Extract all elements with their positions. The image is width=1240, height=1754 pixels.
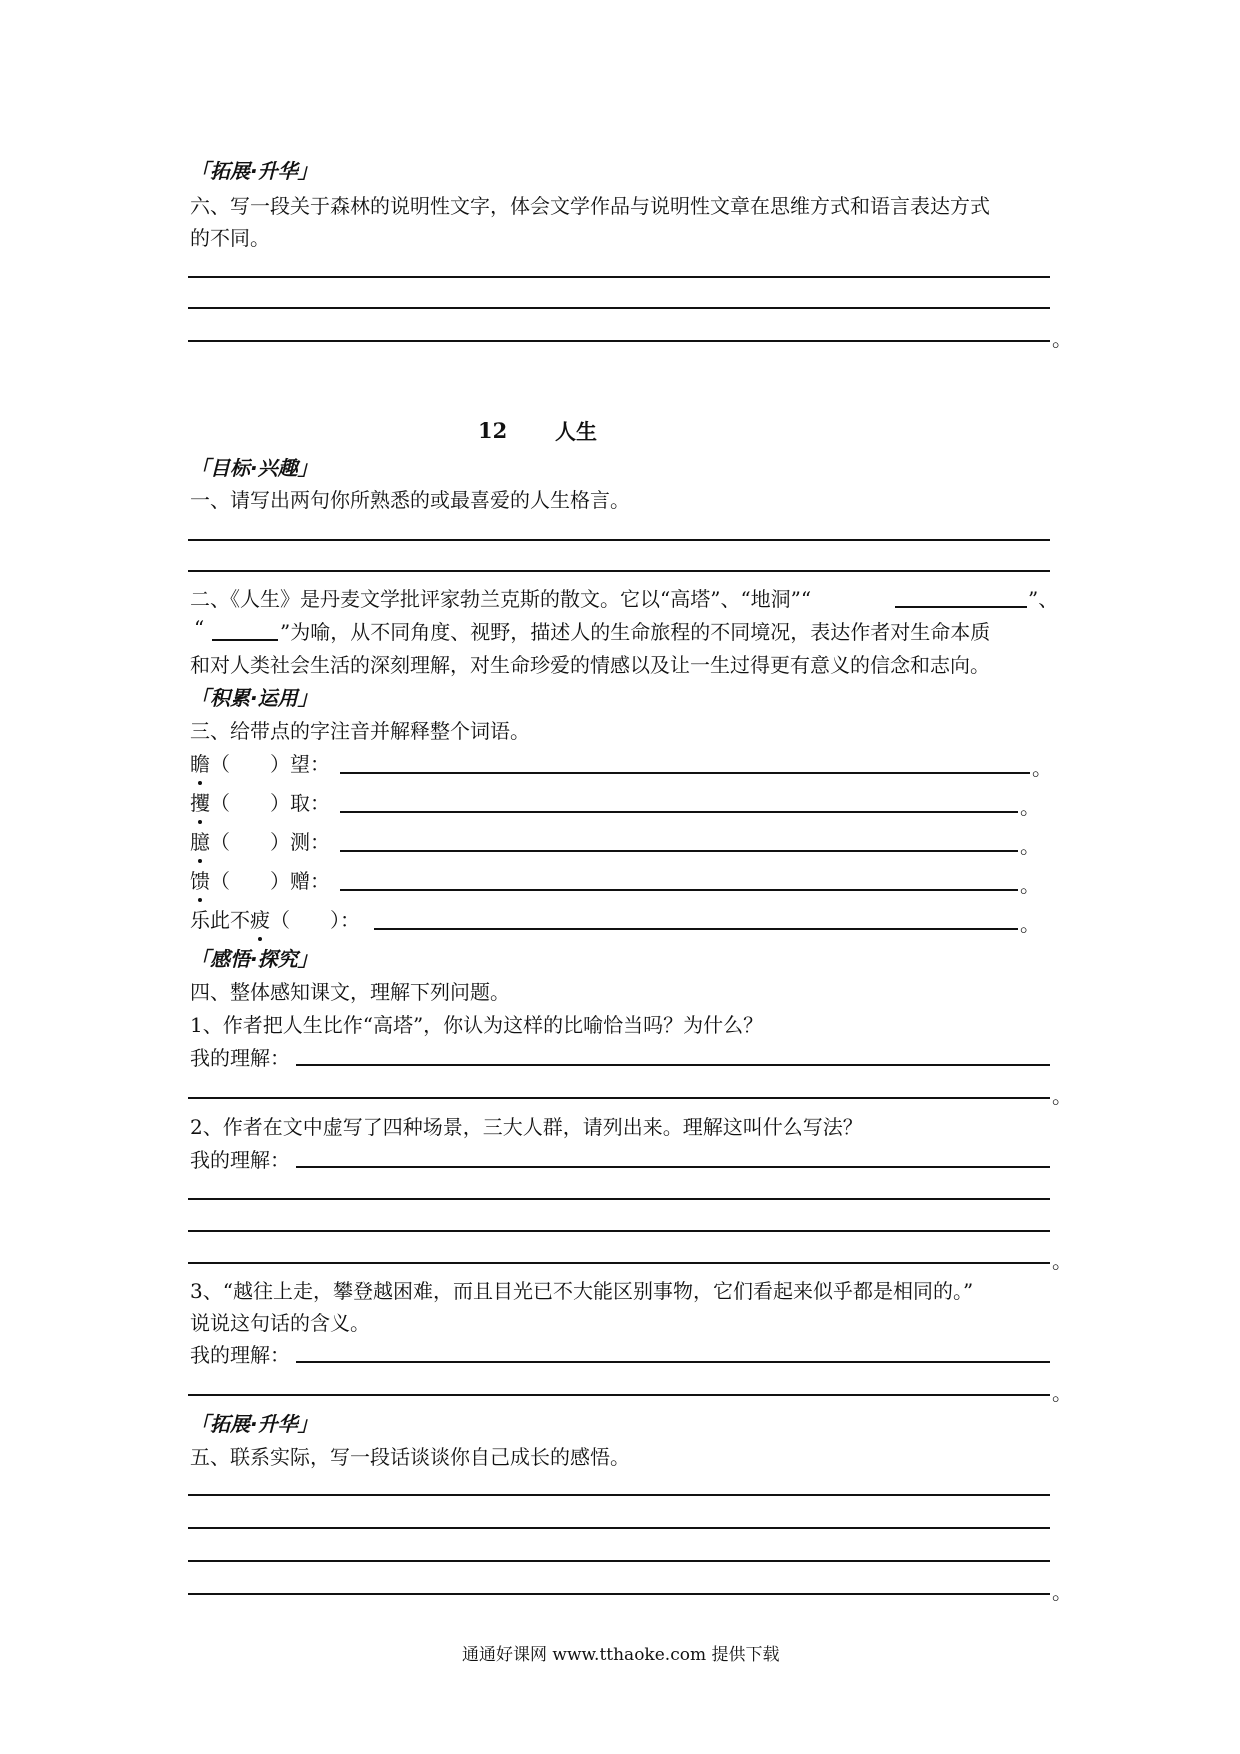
question-2-quote-open: “ [194,616,205,640]
vocab-item-1 [190,748,330,777]
fill-blank-1[interactable] [895,606,1027,608]
vocab-item-rest: （ ）取： [210,791,330,815]
answer-line[interactable] [188,1593,1050,1595]
page-footer: 通通好课网 www.tthaoke.com 提供下载 [462,1645,780,1665]
vocab-item-3 [190,826,330,855]
answer-line[interactable] [340,811,1018,813]
question-1: 一、请写出两句你所熟悉的或最喜爱的人生格言。 [190,488,630,512]
end-mark: 。 [1052,1249,1072,1273]
answer-line[interactable] [340,772,1030,774]
question-4: 四、整体感知课文，理解下列问题。 [190,980,510,1004]
section-header-extend-bottom: 「拓展·升华」 [190,1412,318,1436]
question-2-line3: 和对人类社会生活的深刻理解，对生命珍爱的情感以及让一生过得更有意义的信念和志向。 [190,653,990,677]
answer-label: 我的理解： [190,1046,290,1070]
answer-line[interactable] [188,1198,1050,1200]
answer-line[interactable] [188,570,1050,572]
vocab-item-rest: （ ）： [270,908,360,932]
answer-line[interactable] [188,539,1050,541]
section-header-accumulate: 「积累·运用」 [190,686,318,710]
end-mark: 。 [1052,327,1072,351]
sub-question-3-line1: 3、“越往上走，攀登越困难，而且目光已不大能区别事物，它们看起来似乎都是相同的。” [190,1279,974,1303]
answer-label: 我的理解： [190,1343,290,1367]
end-mark: 。 [1052,1580,1072,1604]
fill-blank-2[interactable] [212,639,278,641]
dotted-char: 馈 [190,865,210,894]
answer-line[interactable] [188,340,1050,342]
answer-line[interactable] [340,850,1018,852]
dotted-char: 臆 [190,826,210,855]
answer-line[interactable] [188,1394,1050,1396]
answer-line[interactable] [188,1494,1050,1496]
end-mark: 。 [1020,912,1040,936]
vocab-item-2 [190,787,330,816]
question-2-line1: 二、《人生》是丹麦文学批评家勃兰克斯的散文。它以“高塔”、“地洞”“ [190,587,812,611]
answer-line[interactable] [296,1064,1050,1066]
question-6-line1: 六、写一段关于森林的说明性文字，体会文学作品与说明性文章在思维方式和语言表达方式 [190,194,990,218]
question-6-line2: 的不同。 [190,226,270,250]
question-3: 三、给带点的字注音并解释整个词语。 [190,719,530,743]
end-mark: 。 [1052,1381,1072,1405]
section-header-goal: 「目标·兴趣」 [190,456,318,480]
end-mark: 。 [1032,756,1052,780]
vocab-item-rest: （ ）望： [210,752,330,776]
end-mark: 。 [1020,873,1040,897]
question-2-line2: ”为喻，从不同角度、视野，描述人的生命旅程的不同境况，表达作者对生命本质 [280,620,991,644]
answer-line[interactable] [340,889,1018,891]
answer-line[interactable] [188,1527,1050,1529]
section-header-extend-top: 「拓展·升华」 [190,159,318,183]
vocab-item-rest: （ ）测： [210,830,330,854]
answer-line[interactable] [296,1361,1050,1363]
answer-line[interactable] [188,1097,1050,1099]
dotted-char: 疲 [250,904,270,933]
answer-line[interactable] [188,1560,1050,1562]
question-5: 五、联系实际，写一段话谈谈你自己成长的感悟。 [190,1445,630,1469]
vocab-item-5 [190,904,360,933]
section-header-explore: 「感悟·探究」 [190,947,318,971]
lesson-title: 人生 [555,419,597,444]
answer-line[interactable] [374,928,1018,930]
end-mark: 。 [1020,795,1040,819]
sub-question-2: 2、作者在文中虚写了四种场景，三大人群，请列出来。理解这叫什么写法？ [190,1115,863,1139]
answer-line[interactable] [188,1262,1050,1264]
answer-line[interactable] [296,1166,1050,1168]
dotted-char: 瞻 [190,748,210,777]
lesson-number: 12 [478,418,508,443]
sub-question-3-line2: 说说这句话的含义。 [190,1311,370,1335]
vocab-item-prefix: 乐此不 [190,908,250,932]
vocab-item-rest: （ ）赠： [210,869,330,893]
dotted-char: 攫 [190,787,210,816]
question-2-line1-end: ”、 [1028,587,1059,611]
vocab-item-4 [190,865,330,894]
answer-line[interactable] [188,1230,1050,1232]
answer-line[interactable] [188,307,1050,309]
answer-label: 我的理解： [190,1148,290,1172]
end-mark: 。 [1052,1084,1072,1108]
sub-question-1: 1、作者把人生比作“高塔”，你认为这样的比喻恰当吗？为什么？ [190,1013,764,1037]
end-mark: 。 [1020,834,1040,858]
answer-line[interactable] [188,276,1050,278]
